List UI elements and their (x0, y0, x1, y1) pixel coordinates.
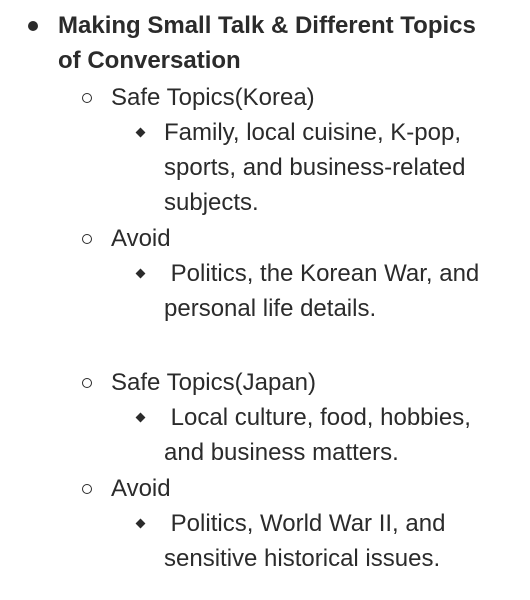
bullet-diamond-icon (136, 269, 146, 279)
korea-safe-label: Safe Topics(Korea) (111, 84, 315, 111)
bullet-diamond-icon (136, 413, 146, 423)
section-heading-line1: Making Small Talk & Different Topics (58, 12, 476, 39)
korea-safe-text-line2: sports, and business-related (164, 154, 466, 181)
korea-avoid-label: Avoid (111, 225, 171, 252)
bullet-circle-icon (82, 93, 92, 103)
korea-safe-text-line3: subjects. (164, 189, 259, 216)
bullet-disc-icon (28, 21, 38, 31)
bullet-circle-icon (82, 484, 92, 494)
japan-avoid-text-line2: sensitive historical issues. (164, 545, 441, 572)
korea-safe-text-line1: Family, local cuisine, K-pop, (164, 119, 461, 146)
japan-avoid-label: Avoid (111, 475, 171, 502)
bullet-diamond-icon (136, 128, 146, 138)
bullet-circle-icon (82, 378, 92, 388)
korea-avoid-text-line2: personal life details. (164, 295, 377, 322)
korea-avoid-text-line1: Politics, the Korean War, and (164, 260, 480, 287)
japan-safe-text-line1: Local culture, food, hobbies, (164, 404, 471, 431)
section-heading-line2: of Conversation (58, 47, 241, 74)
japan-safe-label: Safe Topics(Japan) (111, 369, 317, 396)
japan-safe-text-line2: and business matters. (164, 439, 399, 466)
bullet-circle-icon (82, 234, 92, 244)
bullet-diamond-icon (136, 519, 146, 529)
japan-avoid-text-line1: Politics, World War II, and (164, 510, 446, 537)
